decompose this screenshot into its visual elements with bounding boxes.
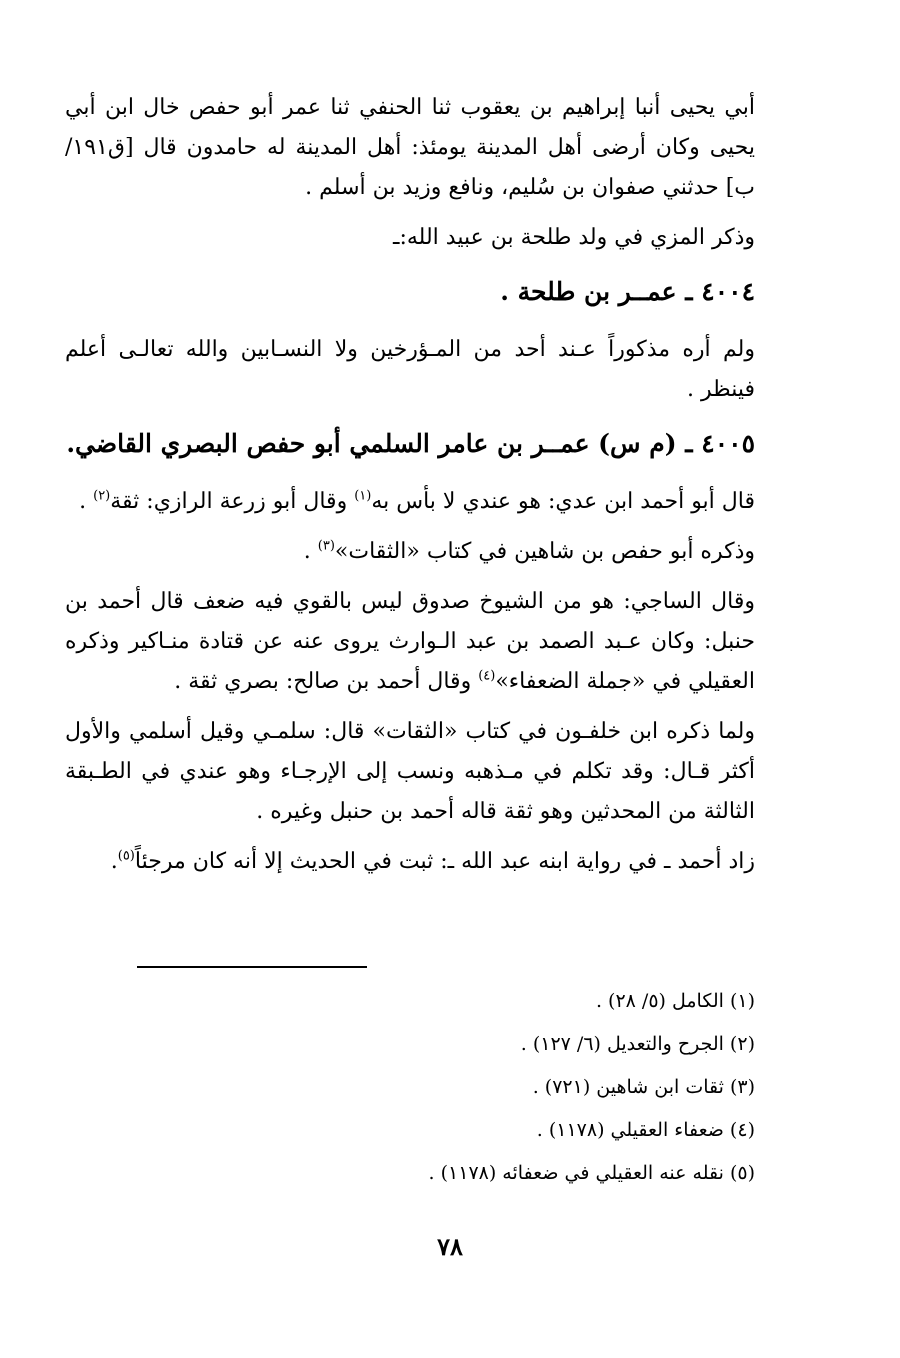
- footnote-ref-2[interactable]: (٢): [93, 488, 111, 504]
- page-number: ٧٨: [437, 1232, 463, 1261]
- footnote-ref-3[interactable]: (٣): [317, 538, 335, 554]
- footnotes: [65, 980, 755, 1195]
- footnote-4: (٤) ضعفاء العقيلي (١١٧٨) .: [536, 1119, 755, 1141]
- paragraph-5-text-b: .: [303, 539, 318, 564]
- paragraph-8-text-a: زاد أحمد ـ في رواية ابنه عبد الله ـ: ثبت في الحديث إلا أنه كان مرجئاً: [134, 849, 755, 874]
- footnote-ref-1[interactable]: (١): [354, 488, 372, 504]
- entry-heading-4004: ٤٠٠٤ ـ عمــر بن طلحة .: [500, 277, 755, 306]
- paragraph-8: [65, 842, 755, 882]
- footnote-5: (٥) نقله عنه العقيلي في ضعفائه (١١٧٨) .: [428, 1162, 755, 1184]
- footnote-2: (٢) الجرح والتعديل (٦/ ١٢٧) .: [520, 1033, 755, 1055]
- paragraph-6-text-b: وقال أحمد بن صالح: بصري ثقة .: [174, 669, 479, 694]
- paragraph-8-text-b: .: [110, 849, 118, 874]
- main-text: [65, 88, 755, 892]
- paragraph-4: [65, 482, 755, 522]
- paragraph-6: [65, 582, 755, 702]
- paragraph-4-text-b: وقال أبو زرعة الرازي: ثقة: [110, 489, 355, 514]
- entry-heading-4005: ٤٠٠٥ ـ (م س) عمــر بن عامر السلمي أبو حفص البصري القاضي.: [66, 429, 755, 458]
- paragraph-6-text-a: وقال الساجي: هو من الشيوخ صدوق ليس بالقوي فيه ضعف قال أحمد بن حنبل: وكان عـبد الصمد بن عبد الـوارث يروى عنه عن قتادة منـاكير وذكره العقيلي في «جملة الضعفاء»: [65, 589, 755, 694]
- paragraph-3: ولم أره مذكوراً عـند أحد من المـؤرخين ولا النسـابين والله تعالـى أعلم فينظر .: [65, 337, 755, 402]
- paragraph-5-text-a: وذكره أبو حفص بن شاهين في كتاب «الثقات»: [334, 539, 755, 564]
- paragraph-1: أبي يحيى أنبا إبراهيم بن يعقوب ثنا الحنفي ثنا عمر أبو حفص خال ابن أبي يحيى وكان أرضى أهل المدينة يومئذ: أهل المدينة له حامدون قال [ق١٩١/ ب] حدثني صفوان بن سُليم، ونافع وزيد بن أسلم .: [65, 95, 755, 200]
- paragraph-4-text-a: قال أبو أحمد ابن عدي: هو عندي لا بأس به: [371, 489, 755, 514]
- footnote-ref-5[interactable]: (٥): [117, 848, 135, 864]
- paragraph-7: ولما ذكره ابن خلفـون في كتاب «الثقات» قال: سلمـي وقيل أسلمي والأول أكثر قـال: وقد تكلم في مـذهبه ونسب إلى الإرجـاء وهو عندي في الطـبقة الثالثة من المحدثين وهو ثقة قاله أحمد بن حنبل وغيره .: [65, 719, 755, 824]
- paragraph-4-text-c: .: [79, 489, 94, 514]
- footnote-divider: [137, 966, 367, 968]
- footnote-1: (١) الكامل (٥/ ٢٨) .: [595, 990, 755, 1012]
- footnote-ref-4[interactable]: (٤): [478, 668, 496, 684]
- paragraph-5: [65, 532, 755, 572]
- paragraph-2: وذكر المزي في ولد طلحة بن عبيد الله:ـ: [393, 225, 755, 250]
- footnote-3: (٣) ثقات ابن شاهين (٧٢١) .: [532, 1076, 755, 1098]
